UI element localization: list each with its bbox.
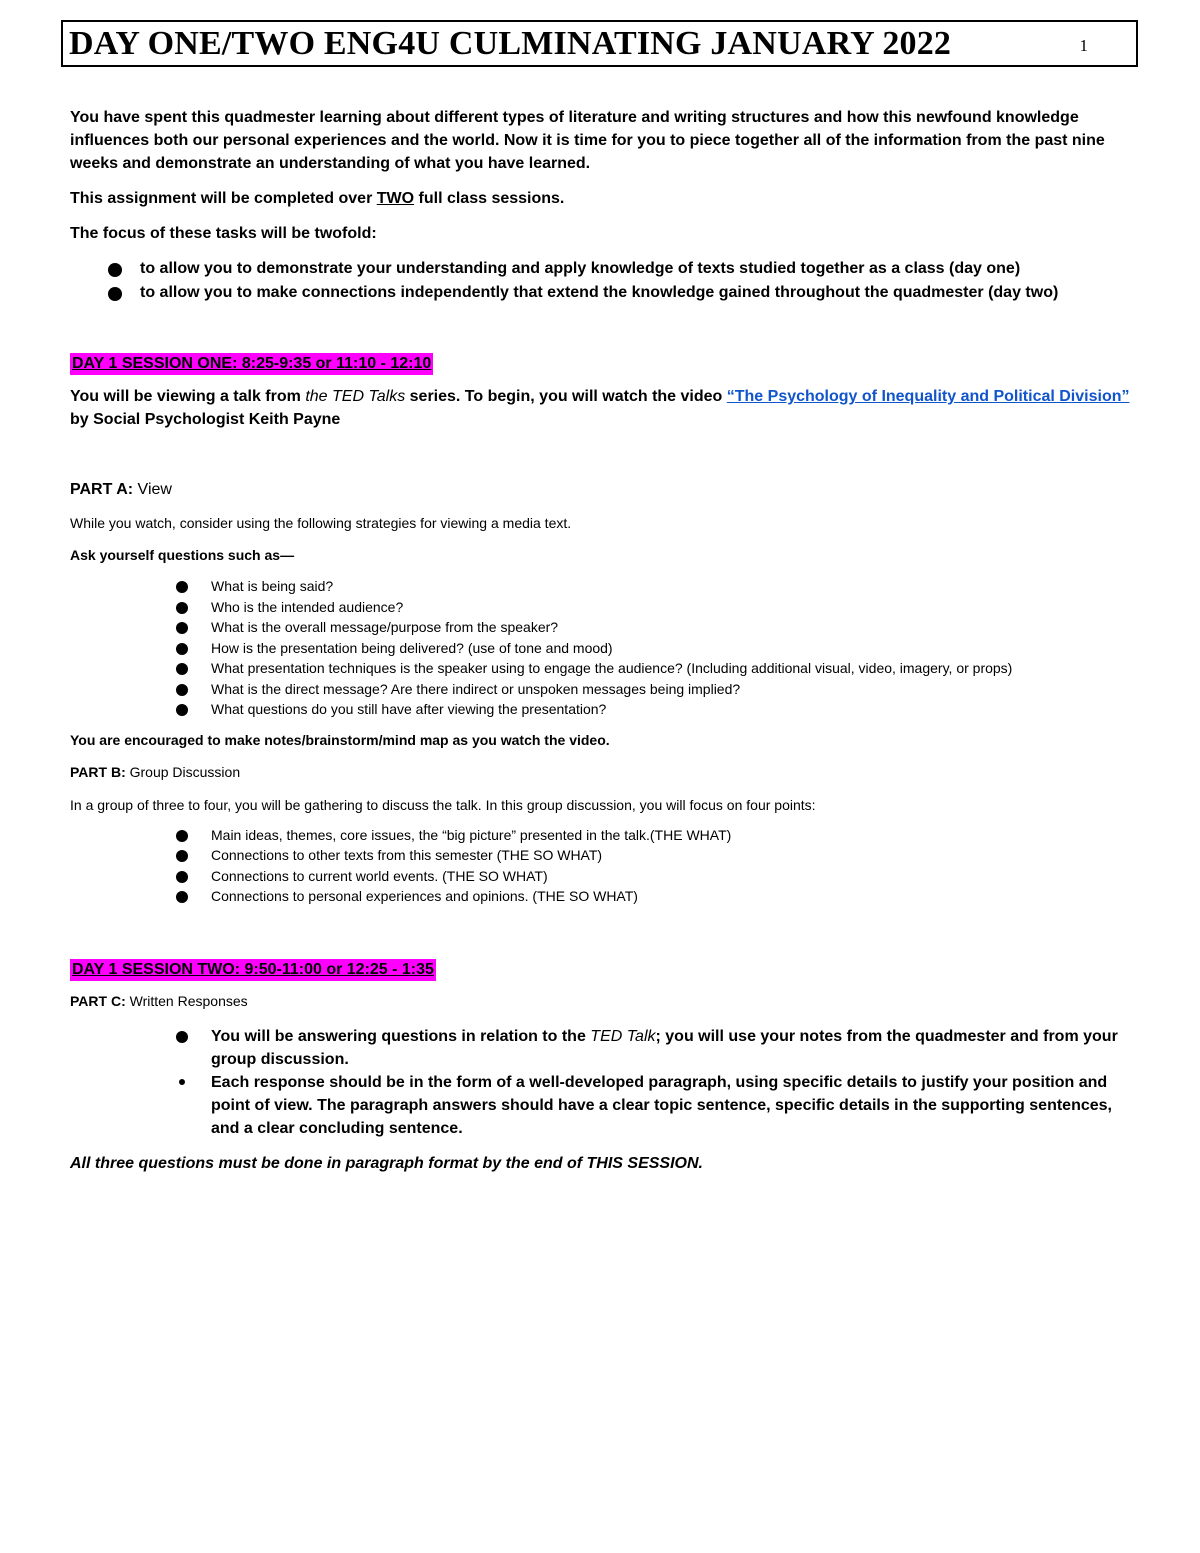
list-item-text: Connections to other texts from this semester (THE SO WHAT)	[211, 847, 603, 863]
part-a-instruction: While you watch, consider using the following strategies for viewing a media text.	[70, 515, 572, 531]
list-item	[211, 576, 1135, 597]
intro-suffix: by Social Psychologist Keith Payne	[70, 411, 341, 428]
list-item	[211, 638, 1135, 659]
list-item	[211, 866, 1135, 887]
list-item	[211, 679, 1135, 700]
part-a-label: PART A:	[70, 481, 134, 498]
list-item-text: ; you will use your notes from the quadmester and from your group discussion.	[211, 1027, 1118, 1068]
intro-paragraph: You have spent this quadmester learning about different types of literature and writing structures and how this newfound knowledge influences both our personal experiences and the world. Now it is time for you to piece together all of the information from the past nine weeks and demonstrate an understanding of what you have learned.	[70, 109, 1105, 172]
sessions-prefix: This assignment will be completed over	[70, 190, 377, 207]
viewing-questions-list	[70, 576, 1135, 720]
list-item	[211, 597, 1135, 618]
part-c-title: Written Responses	[125, 992, 248, 1009]
part-c-heading	[70, 991, 1135, 1012]
focus-label: The focus of these tasks will be twofold:	[70, 225, 377, 242]
list-item-text: to allow you to make connections independently that extend the knowledge gained throughout the quadmester (day two)	[140, 284, 1059, 301]
document-title: DAY ONE/TWO ENG4U CULMINATING JANUARY 2022	[69, 25, 952, 62]
bullet-icon	[176, 830, 188, 842]
focus-list	[70, 257, 1135, 305]
list-item-text: What is the overall message/purpose from the speaker?	[211, 619, 559, 635]
part-b-label: PART B:	[70, 763, 126, 780]
bullet-icon	[176, 850, 188, 862]
title-box	[61, 20, 1138, 67]
list-item-italic: TED Talk	[590, 1027, 656, 1045]
bullet-icon	[176, 602, 188, 614]
list-item	[211, 617, 1135, 638]
bullet-icon	[108, 263, 122, 277]
part-a-note: You are encouraged to make notes/brainstorm/mind map as you watch the video.	[70, 731, 610, 748]
session-two-heading: DAY 1 SESSION TWO: 9:50-11:00 or 12:25 - 1:35	[70, 959, 436, 981]
session-one-intro	[70, 385, 1135, 431]
list-item-text: How is the presentation being delivered? (use of tone and mood)	[211, 639, 613, 656]
part-b-instruction: In a group of three to four, you will be gathering to discuss the talk. In this group discussion, you will focus on four points:	[70, 796, 816, 813]
list-item	[211, 845, 1135, 866]
list-item-text: to allow you to demonstrate your understanding and apply knowledge of texts studied together as a class (day one)	[140, 260, 1021, 277]
list-item-text: You will be answering questions in relation to the	[211, 1027, 591, 1045]
part-a-title: View	[133, 481, 172, 498]
intro-series: the TED Talks	[305, 388, 406, 405]
bullet-icon	[176, 1031, 188, 1043]
list-item-text: Connections to personal experiences and opinions. (THE SO WHAT)	[211, 888, 638, 904]
list-item	[211, 1025, 1135, 1071]
bullet-icon	[176, 871, 188, 883]
bullet-icon	[176, 622, 188, 634]
bullet-icon	[176, 643, 188, 655]
list-item	[140, 281, 1135, 305]
document-body	[70, 106, 1135, 1175]
list-item-text: What is being said?	[211, 578, 334, 594]
bullet-icon	[176, 663, 188, 675]
part-b-title: Group Discussion	[125, 763, 241, 780]
list-item-text: What is the direct message? Are there indirect or unspoken messages being implied?	[211, 680, 741, 697]
sessions-statement	[70, 187, 1135, 210]
intro-middle: series. To begin, you will watch the video	[405, 388, 727, 405]
part-a-heading	[70, 478, 1135, 501]
list-item	[211, 825, 1135, 846]
list-item-text: Connections to current world events. (THE SO WHAT)	[211, 867, 548, 884]
bullet-icon	[108, 287, 122, 301]
part-c-label: PART C:	[70, 992, 126, 1009]
list-item-text: Main ideas, themes, core issues, the “big picture” presented in the talk.(THE WHAT)	[211, 826, 732, 843]
part-b-heading	[70, 762, 1135, 783]
list-item	[211, 658, 1135, 679]
page-number: 1	[1079, 36, 1088, 55]
video-link[interactable]: “The Psychology of Inequality and Political Division”	[726, 388, 1130, 405]
bullet-icon	[176, 684, 188, 696]
bullet-icon	[176, 704, 188, 716]
sessions-emphasis: TWO	[376, 190, 415, 207]
list-item	[211, 886, 1135, 907]
bullet-icon	[176, 891, 188, 903]
list-item-text: Each response should be in the form of a well-developed paragraph, using specific details to justify your position and point of view. The paragraph answers should have a clear topic sentence, specific details in the supporting sentences, and a clear concluding sentence.	[211, 1073, 1112, 1137]
list-item-text: What questions do you still have after viewing the presentation?	[211, 701, 607, 717]
list-item-text: What presentation techniques is the speaker using to engage the audience? (Including additional visual, video, imagery, or props)	[211, 660, 1013, 676]
session-one-heading: DAY 1 SESSION ONE: 8:25-9:35 or 11:10 - 12:10	[70, 353, 433, 375]
closing-note: All three questions must be done in paragraph format by the end of THIS SESSION.	[70, 1154, 703, 1172]
intro-prefix: You will be viewing a talk from	[70, 388, 306, 405]
bullet-icon	[176, 581, 188, 593]
sessions-suffix: full class sessions.	[414, 190, 565, 207]
list-item	[211, 1071, 1135, 1140]
bullet-icon	[179, 1079, 185, 1085]
written-response-list	[70, 1025, 1135, 1140]
list-item	[211, 699, 1135, 720]
list-item	[140, 257, 1135, 281]
discussion-points-list	[70, 825, 1135, 907]
list-item-text: Who is the intended audience?	[211, 598, 404, 615]
questions-label: Ask yourself questions such as—	[70, 547, 295, 563]
